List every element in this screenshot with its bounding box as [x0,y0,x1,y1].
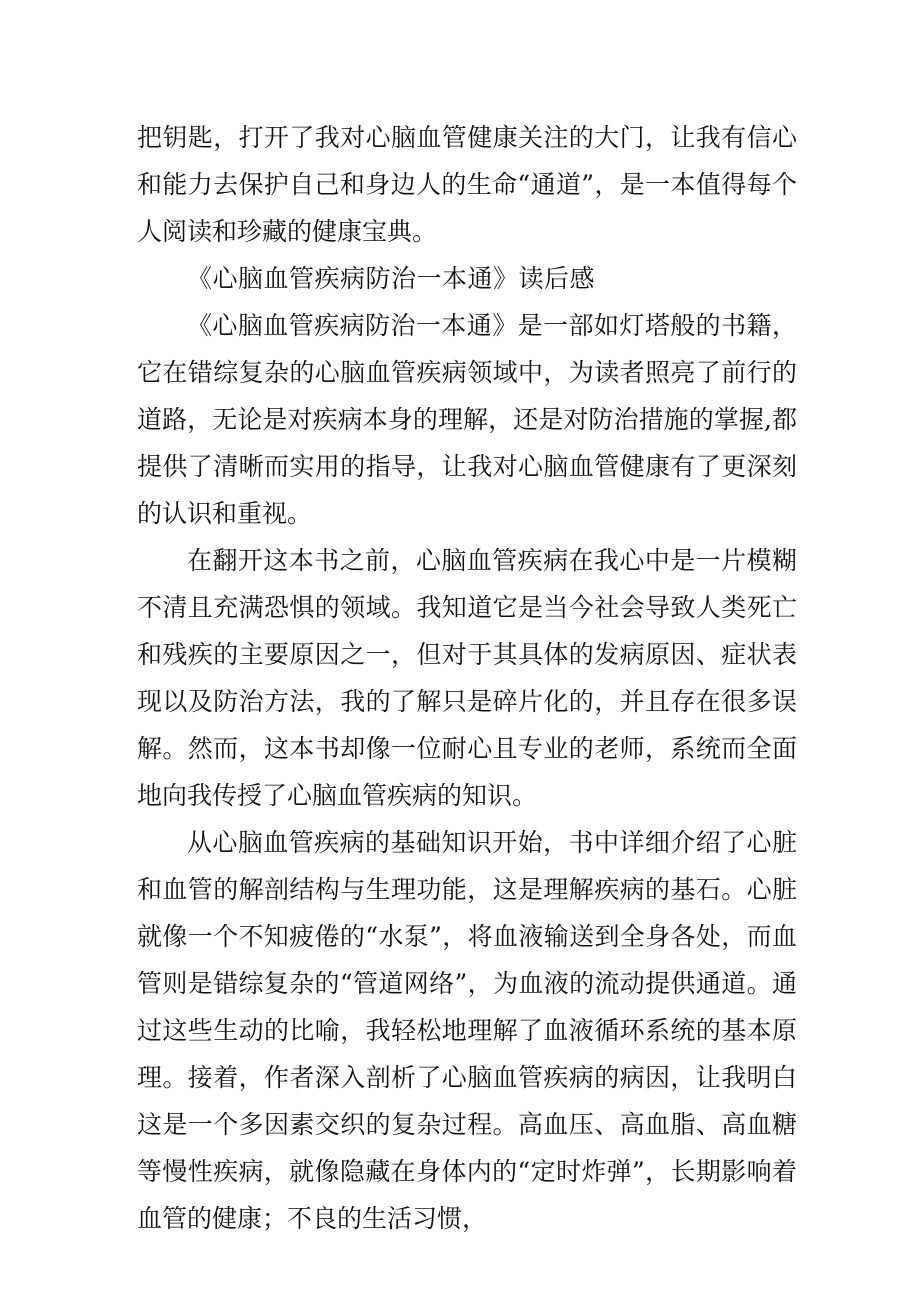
intro-paragraph: 《心脑血管疾病防治一本通》是一部如灯塔般的书籍，它在错综复杂的心脑血管疾病领域中，为读者照亮了前行的道路，无论是对疾病本身的理解，还是对防治措施的掌握,都提供了清晰而实用的指导，让我对心脑血管健康有了更深刻的认识和重视。 [137,311,797,528]
basics-paragraph: 从心脑血管疾病的基础知识开始，书中详细介绍了心脏和血管的解剖结构与生理功能，这是理解疾病的基石。心脏就像一个不知疲倦的“水泵”，将血液输送到全身各处，而血管则是错综复杂的“管道网络”，为血液的流动提供通道。通过这些生动的比喻，我轻松地理解了血液循环系统的基本原理。接着，作者深入剖析了心脑血管疾病的病因，让我明白这是一个多因素交织的复杂过程。高血压、高血脂、高血糖等慢性疾病，就像隐藏在身体内的“定时炸弹”，长期影响着血管的健康；不良的生活习惯， [137,828,797,1233]
document-body [137,114,797,1242]
before-reading-paragraph: 在翻开这本书之前，心脑血管疾病在我心中是一片模糊不清且充满恐惧的领域。我知道它是当今社会导致人类死亡和残疾的主要原因之一，但对于其具体的发病原因、症状表现以及防治方法，我的了解只是碎片化的，并且存在很多误解。然而，这本书却像一位耐心且专业的老师，系统而全面地向我传授了心脑血管疾病的知识。 [137,546,797,810]
essay-title: 《心脑血管疾病防治一本通》读后感 [187,264,596,293]
continuation-paragraph: 把钥匙，打开了我对心脑血管健康关注的大门，让我有信心和能力去保护自己和身边人的生命“通道”，是一本值得每个人阅读和珍藏的健康宝典。 [137,123,797,246]
